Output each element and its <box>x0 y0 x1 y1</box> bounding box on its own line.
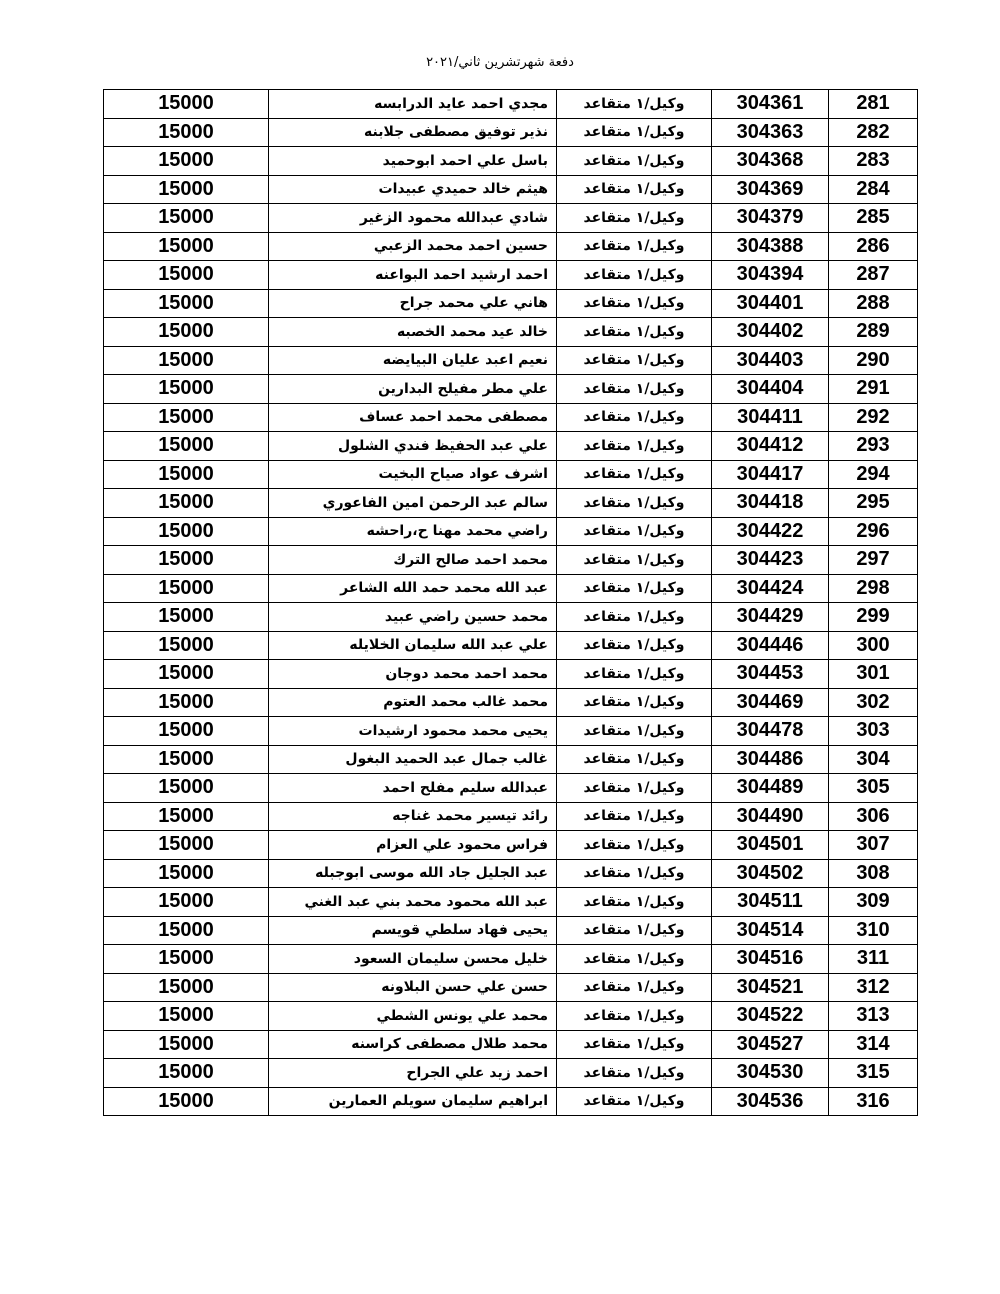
name-cell: اشرف عواد صياح البخيت <box>269 460 557 489</box>
rank-cell: وكيل/١ متقاعد <box>557 888 712 917</box>
name-cell: راضي محمد مهنا ح،راحشه <box>269 517 557 546</box>
amount-cell: 15000 <box>104 574 269 603</box>
military-id-cell: 304486 <box>712 745 829 774</box>
table-row <box>104 175 918 204</box>
name-cell: عبد الله محمد حمد الله الشاعر <box>269 574 557 603</box>
name-cell: محمد احمد صالح الترك <box>269 546 557 575</box>
name-cell: نذير توفيق مصطفى جلابنه <box>269 118 557 147</box>
amount-cell: 15000 <box>104 432 269 461</box>
military-id-cell: 304418 <box>712 489 829 518</box>
sequence-cell: 304 <box>829 745 918 774</box>
table-row <box>104 318 918 347</box>
rank-cell: وكيل/١ متقاعد <box>557 432 712 461</box>
table-row <box>104 888 918 917</box>
military-id-cell: 304363 <box>712 118 829 147</box>
sequence-cell: 312 <box>829 973 918 1002</box>
amount-cell: 15000 <box>104 517 269 546</box>
amount-cell: 15000 <box>104 204 269 233</box>
name-cell: باسل علي احمد ابوحميد <box>269 147 557 176</box>
sequence-cell: 303 <box>829 717 918 746</box>
amount-cell: 15000 <box>104 1059 269 1088</box>
sequence-cell: 300 <box>829 631 918 660</box>
amount-cell: 15000 <box>104 859 269 888</box>
rank-cell: وكيل/١ متقاعد <box>557 574 712 603</box>
rank-cell: وكيل/١ متقاعد <box>557 1059 712 1088</box>
sequence-cell: 297 <box>829 546 918 575</box>
amount-cell: 15000 <box>104 546 269 575</box>
rank-cell: وكيل/١ متقاعد <box>557 631 712 660</box>
sequence-cell: 291 <box>829 375 918 404</box>
rank-cell: وكيل/١ متقاعد <box>557 774 712 803</box>
name-cell: مصطفى محمد احمد عساف <box>269 403 557 432</box>
sequence-cell: 284 <box>829 175 918 204</box>
rank-cell: وكيل/١ متقاعد <box>557 603 712 632</box>
military-id-cell: 304361 <box>712 90 829 119</box>
rank-cell: وكيل/١ متقاعد <box>557 660 712 689</box>
rank-cell: وكيل/١ متقاعد <box>557 1087 712 1116</box>
table-row <box>104 774 918 803</box>
military-id-cell: 304501 <box>712 831 829 860</box>
sequence-cell: 281 <box>829 90 918 119</box>
rank-cell: وكيل/١ متقاعد <box>557 489 712 518</box>
military-id-cell: 304424 <box>712 574 829 603</box>
amount-cell: 15000 <box>104 261 269 290</box>
rank-cell: وكيل/١ متقاعد <box>557 403 712 432</box>
rank-cell: وكيل/١ متقاعد <box>557 973 712 1002</box>
rank-cell: وكيل/١ متقاعد <box>557 118 712 147</box>
amount-cell: 15000 <box>104 945 269 974</box>
amount-cell: 15000 <box>104 318 269 347</box>
table-row <box>104 688 918 717</box>
military-id-cell: 304412 <box>712 432 829 461</box>
table-row <box>104 1030 918 1059</box>
name-cell: رائد تيسير محمد غناجه <box>269 802 557 831</box>
name-cell: عبدالله سليم مفلح احمد <box>269 774 557 803</box>
sequence-cell: 290 <box>829 346 918 375</box>
table-row <box>104 489 918 518</box>
name-cell: سالم عبد الرحمن امين الفاعوري <box>269 489 557 518</box>
name-cell: ابراهيم سليمان سويلم العمارين <box>269 1087 557 1116</box>
payment-table <box>103 89 918 1116</box>
military-id-cell: 304402 <box>712 318 829 347</box>
military-id-cell: 304446 <box>712 631 829 660</box>
table-row <box>104 232 918 261</box>
table-row <box>104 1087 918 1116</box>
military-id-cell: 304469 <box>712 688 829 717</box>
table-row <box>104 1059 918 1088</box>
name-cell: محمد غالب محمد العتوم <box>269 688 557 717</box>
rank-cell: وكيل/١ متقاعد <box>557 204 712 233</box>
military-id-cell: 304388 <box>712 232 829 261</box>
rank-cell: وكيل/١ متقاعد <box>557 147 712 176</box>
sequence-cell: 302 <box>829 688 918 717</box>
sequence-cell: 287 <box>829 261 918 290</box>
military-id-cell: 304368 <box>712 147 829 176</box>
military-id-cell: 304511 <box>712 888 829 917</box>
sequence-cell: 293 <box>829 432 918 461</box>
table-row <box>104 204 918 233</box>
table-row <box>104 147 918 176</box>
military-id-cell: 304530 <box>712 1059 829 1088</box>
table-row <box>104 261 918 290</box>
military-id-cell: 304502 <box>712 859 829 888</box>
table-row <box>104 745 918 774</box>
name-cell: خليل محسن سليمان السعود <box>269 945 557 974</box>
military-id-cell: 304411 <box>712 403 829 432</box>
rank-cell: وكيل/١ متقاعد <box>557 460 712 489</box>
table-row <box>104 375 918 404</box>
rank-cell: وكيل/١ متقاعد <box>557 232 712 261</box>
table-row <box>104 945 918 974</box>
rank-cell: وكيل/١ متقاعد <box>557 802 712 831</box>
table-row <box>104 118 918 147</box>
rank-cell: وكيل/١ متقاعد <box>557 346 712 375</box>
rank-cell: وكيل/١ متقاعد <box>557 546 712 575</box>
rank-cell: وكيل/١ متقاعد <box>557 318 712 347</box>
military-id-cell: 304404 <box>712 375 829 404</box>
military-id-cell: 304379 <box>712 204 829 233</box>
military-id-cell: 304417 <box>712 460 829 489</box>
sequence-cell: 283 <box>829 147 918 176</box>
table-row <box>104 90 918 119</box>
amount-cell: 15000 <box>104 631 269 660</box>
military-id-cell: 304489 <box>712 774 829 803</box>
sequence-cell: 307 <box>829 831 918 860</box>
amount-cell: 15000 <box>104 774 269 803</box>
rank-cell: وكيل/١ متقاعد <box>557 175 712 204</box>
amount-cell: 15000 <box>104 175 269 204</box>
amount-cell: 15000 <box>104 375 269 404</box>
rank-cell: وكيل/١ متقاعد <box>557 945 712 974</box>
military-id-cell: 304514 <box>712 916 829 945</box>
table-row <box>104 859 918 888</box>
military-id-cell: 304490 <box>712 802 829 831</box>
table-row <box>104 403 918 432</box>
sequence-cell: 285 <box>829 204 918 233</box>
amount-cell: 15000 <box>104 916 269 945</box>
amount-cell: 15000 <box>104 888 269 917</box>
amount-cell: 15000 <box>104 403 269 432</box>
table-row <box>104 802 918 831</box>
table-row <box>104 289 918 318</box>
name-cell: احمد زيد علي الجراح <box>269 1059 557 1088</box>
rank-cell: وكيل/١ متقاعد <box>557 916 712 945</box>
name-cell: خالد عيد محمد الخصبه <box>269 318 557 347</box>
rank-cell: وكيل/١ متقاعد <box>557 289 712 318</box>
sequence-cell: 316 <box>829 1087 918 1116</box>
name-cell: هيثم خالد حميدي عبيدات <box>269 175 557 204</box>
sequence-cell: 308 <box>829 859 918 888</box>
sequence-cell: 309 <box>829 888 918 917</box>
sequence-cell: 292 <box>829 403 918 432</box>
rank-cell: وكيل/١ متقاعد <box>557 1030 712 1059</box>
table-row <box>104 973 918 1002</box>
military-id-cell: 304522 <box>712 1002 829 1031</box>
amount-cell: 15000 <box>104 460 269 489</box>
name-cell: فراس محمود علي العزام <box>269 831 557 860</box>
military-id-cell: 304521 <box>712 973 829 1002</box>
name-cell: هاني علي محمد جراح <box>269 289 557 318</box>
military-id-cell: 304403 <box>712 346 829 375</box>
sequence-cell: 289 <box>829 318 918 347</box>
name-cell: حسين احمد محمد الزعبي <box>269 232 557 261</box>
name-cell: علي مطر مفيلح البدارين <box>269 375 557 404</box>
table-row <box>104 916 918 945</box>
name-cell: عبد الله محمود محمد بني عبد الغني <box>269 888 557 917</box>
military-id-cell: 304394 <box>712 261 829 290</box>
rank-cell: وكيل/١ متقاعد <box>557 261 712 290</box>
rank-cell: وكيل/١ متقاعد <box>557 90 712 119</box>
amount-cell: 15000 <box>104 973 269 1002</box>
table-row <box>104 460 918 489</box>
page-title: دفعة شهرتشرين ثاني/٢٠٢١ <box>426 55 574 70</box>
sequence-cell: 306 <box>829 802 918 831</box>
amount-cell: 15000 <box>104 289 269 318</box>
sequence-cell: 294 <box>829 460 918 489</box>
amount-cell: 15000 <box>104 1087 269 1116</box>
sequence-cell: 296 <box>829 517 918 546</box>
name-cell: احمد ارشيد احمد البواعنه <box>269 261 557 290</box>
table-row <box>104 1002 918 1031</box>
amount-cell: 15000 <box>104 118 269 147</box>
amount-cell: 15000 <box>104 831 269 860</box>
table-row <box>104 603 918 632</box>
table-body <box>104 90 918 1116</box>
name-cell: حسن علي حسن البلاونه <box>269 973 557 1002</box>
sequence-cell: 288 <box>829 289 918 318</box>
sequence-cell: 313 <box>829 1002 918 1031</box>
table-row <box>104 660 918 689</box>
rank-cell: وكيل/١ متقاعد <box>557 517 712 546</box>
name-cell: محمد احمد محمد دوجان <box>269 660 557 689</box>
name-cell: عبد الجليل جاد الله موسى ابوجبله <box>269 859 557 888</box>
amount-cell: 15000 <box>104 660 269 689</box>
military-id-cell: 304516 <box>712 945 829 974</box>
sequence-cell: 295 <box>829 489 918 518</box>
amount-cell: 15000 <box>104 745 269 774</box>
amount-cell: 15000 <box>104 90 269 119</box>
military-id-cell: 304429 <box>712 603 829 632</box>
rank-cell: وكيل/١ متقاعد <box>557 745 712 774</box>
amount-cell: 15000 <box>104 717 269 746</box>
amount-cell: 15000 <box>104 688 269 717</box>
amount-cell: 15000 <box>104 603 269 632</box>
rank-cell: وكيل/١ متقاعد <box>557 859 712 888</box>
table-row <box>104 546 918 575</box>
rank-cell: وكيل/١ متقاعد <box>557 831 712 860</box>
sequence-cell: 299 <box>829 603 918 632</box>
rank-cell: وكيل/١ متقاعد <box>557 688 712 717</box>
name-cell: محمد حسين راضي عبيد <box>269 603 557 632</box>
name-cell: يحيى محمد محمود ارشيدات <box>269 717 557 746</box>
amount-cell: 15000 <box>104 1030 269 1059</box>
amount-cell: 15000 <box>104 1002 269 1031</box>
sequence-cell: 315 <box>829 1059 918 1088</box>
sequence-cell: 298 <box>829 574 918 603</box>
name-cell: محمد طلال مصطفى كراسنه <box>269 1030 557 1059</box>
table-row <box>104 631 918 660</box>
sequence-cell: 310 <box>829 916 918 945</box>
rank-cell: وكيل/١ متقاعد <box>557 1002 712 1031</box>
sequence-cell: 305 <box>829 774 918 803</box>
name-cell: علي عبد الله سليمان الخلايله <box>269 631 557 660</box>
table-row <box>104 432 918 461</box>
military-id-cell: 304527 <box>712 1030 829 1059</box>
sequence-cell: 301 <box>829 660 918 689</box>
amount-cell: 15000 <box>104 802 269 831</box>
military-id-cell: 304369 <box>712 175 829 204</box>
name-cell: مجدي احمد عايد الدرابسه <box>269 90 557 119</box>
name-cell: محمد علي يونس الشطي <box>269 1002 557 1031</box>
name-cell: يحيى فهاد سلطي قويسم <box>269 916 557 945</box>
sequence-cell: 314 <box>829 1030 918 1059</box>
table-row <box>104 574 918 603</box>
name-cell: علي عبد الحفيظ فندي الشلول <box>269 432 557 461</box>
military-id-cell: 304423 <box>712 546 829 575</box>
amount-cell: 15000 <box>104 489 269 518</box>
sequence-cell: 286 <box>829 232 918 261</box>
sequence-cell: 282 <box>829 118 918 147</box>
amount-cell: 15000 <box>104 147 269 176</box>
sequence-cell: 311 <box>829 945 918 974</box>
military-id-cell: 304478 <box>712 717 829 746</box>
name-cell: غالب جمال عبد الحميد البغول <box>269 745 557 774</box>
name-cell: نعيم اعبد عليان البيايضه <box>269 346 557 375</box>
table-row <box>104 346 918 375</box>
rank-cell: وكيل/١ متقاعد <box>557 375 712 404</box>
military-id-cell: 304401 <box>712 289 829 318</box>
military-id-cell: 304453 <box>712 660 829 689</box>
rank-cell: وكيل/١ متقاعد <box>557 717 712 746</box>
table-row <box>104 517 918 546</box>
military-id-cell: 304422 <box>712 517 829 546</box>
name-cell: شادي عبدالله محمود الزغير <box>269 204 557 233</box>
table-row <box>104 717 918 746</box>
table-row <box>104 831 918 860</box>
amount-cell: 15000 <box>104 346 269 375</box>
amount-cell: 15000 <box>104 232 269 261</box>
military-id-cell: 304536 <box>712 1087 829 1116</box>
